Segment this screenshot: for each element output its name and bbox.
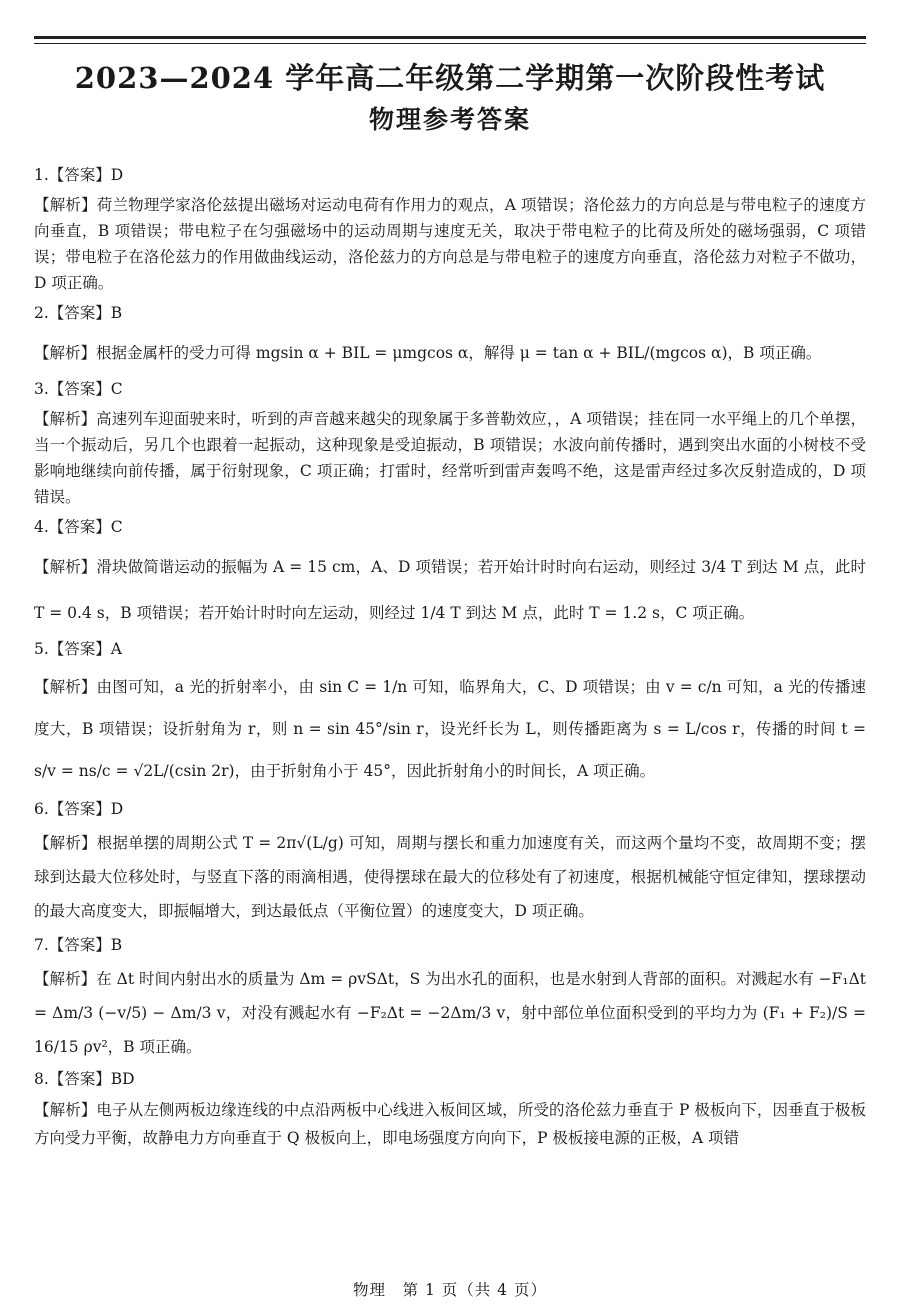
page-subtitle: 物理参考答案 [368,105,531,134]
question-2 [34,300,866,376]
question-4 [34,514,866,636]
answer-line: 5.【答案】A [34,640,122,658]
explanation: 【解析】根据单摆的周期公式 T = 2π√(L/g) 可知，周期与摆长和重力加速度有关，而这两个量均不变，故周期不变；摆球到达最大位移处时，与竖直下落的雨滴相遇，使得摆球在最大的位移处有了初速度，根据机械能守恒定律知，摆球摆动的最大高度变大，即振幅增大，到达最低点（平衡位置）的速度变大，D 项正确。 [34,834,866,920]
question-1 [34,162,866,296]
answer-line: 8.【答案】BD [34,1070,135,1088]
explanation: 【解析】滑块做简谐运动的振幅为 A = 15 cm，A、D 项错误；若开始计时时向右运动，则经过 3/4 T 到达 M 点，此时 T = 0.4 s，B 项错误；若开始计时时向左运动，则经过 1/4 T 到达 M 点，此时 T = 1.2 s，C 项正确。 [34,558,866,622]
answer-line: 1.【答案】D [34,166,124,184]
page-title: 2023—2024 学年高二年级第二学期第一次阶段性考试 [74,61,826,95]
explanation: 【解析】电子从左侧两板边缘连线的中点沿两板中心线进入板间区域，所受的洛伦兹力垂直于 P 极板向下，因垂直于极板方向受力平衡，故静电力方向垂直于 Q 极板向上，即电场强度方向向下，P 极板接电源的正极，A 项错 [34,1101,866,1147]
explanation: 【解析】由图可知，a 光的折射率小，由 sin C = 1/n 可知，临界角大，C、D 项错误；由 v = c/n 可知，a 光的传播速度大，B 项错误；设折射角为 r，则 n = sin 45°/sin r，设光纤长为 L，则传播距离为 s = L/cos r，传播的时间 t = s/v = ns/c = √2L/(csin 2r)，由于折射角小于 45°，因此折射角小的时间长，A 项正确。 [34,678,866,780]
top-rule-thin [34,43,866,44]
question-8 [34,1066,866,1152]
question-5 [34,636,866,792]
explanation: 【解析】高速列车迎面驶来时，听到的声音越来越尖的现象属于多普勒效应，，A 项错误；挂在同一水平绳上的几个单摆，当一个振动后，另几个也跟着一起振动，这种现象是受迫振动，B 项错误；水波向前传播时，遇到突出水面的小树枝不受影响地继续向前传播，属于衍射现象，C 项正确；打雷时，经常听到雷声轰鸣不绝，这是雷声经过多次反射造成的，D 项错误。 [34,410,866,506]
answer-list [34,162,866,1152]
answer-line: 4.【答案】C [34,518,123,536]
answer-line: 6.【答案】D [34,800,124,818]
explanation: 【解析】在 Δt 时间内射出水的质量为 Δm = ρvSΔt，S 为出水孔的面积，也是水射到人背部的面积。对溅起水有 −F₁Δt = Δm/3 (−v/5) − Δm/3 v，对没有溅起水有 −F₂Δt = −2Δm/3 v，射中部位单位面积受到的平均力为 (F₁ + F₂)/S = 16/15 ρv²，B 项正确。 [34,970,866,1056]
explanation: 【解析】荷兰物理学家洛伦兹提出磁场对运动电荷有作用力的观点，A 项错误；洛伦兹力的方向总是与带电粒子的速度方向垂直，B 项错误；带电粒子在匀强磁场中的运动周期与速度无关，取决于带电粒子的比荷及所处的磁场强弱，C 项错误；带电粒子在洛伦兹力的作用做曲线运动，洛伦兹力的方向总是与带电粒子的速度方向垂直，洛伦兹力对粒子不做功，D 项正确。 [34,196,866,292]
question-7 [34,932,866,1064]
page-footer: 物理 第 1 页（共 4 页） [353,1281,547,1299]
question-6 [34,796,866,928]
top-rule-thick [34,36,866,39]
question-3 [34,376,866,510]
answer-line: 7.【答案】B [34,936,123,954]
explanation: 【解析】根据金属杆的受力可得 mgsin α + BIL = μmgcos α，解得 μ = tan α + BIL/(mgcos α)，B 项正确。 [34,344,822,362]
answer-line: 2.【答案】B [34,304,123,322]
answer-line: 3.【答案】C [34,380,123,398]
